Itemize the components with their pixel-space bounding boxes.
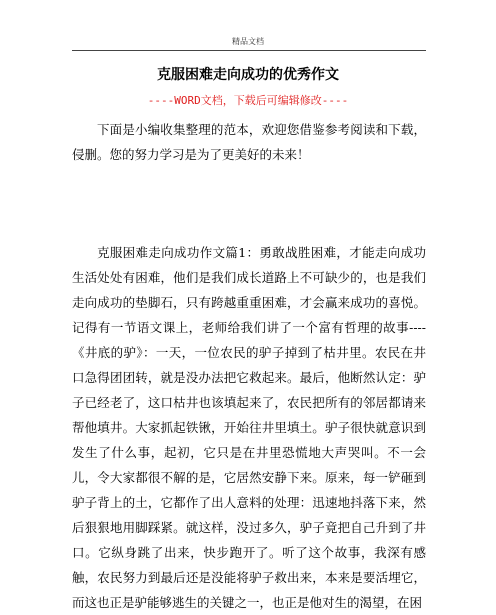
intro-block <box>72 117 426 167</box>
essay-block <box>72 240 452 615</box>
essay-paragraph: 克服困难走向成功作文篇1：勇敢战胜困难，才能走向成功 生活处处有困难，他们是我们成长道路上不可缺少的，也是我们走向成功的垫脚石，只有跨越重重困难，才会赢来成功的喜悦。记得有一节语文课上，老师给我们讲了一个富有哲理的故事----《井底的驴》：一天，一位农民的驴子掉到了枯井里。农民在井口急得团团转，就是没办法把它救起来。最后，他断然认定：驴子已经老了，这口枯井也该填起来了，农民把所有的邻居都请来帮他填井。大家抓起铁锹，开始往井里填土。驴子很快就意识到发生了什么事，起初，它只是在井里恐慌地大声哭叫。不一会儿，令大家都很不解的是，它居然安静下来。原来，每一铲砸到驴子背上的土，它都作了出人意料的处理：迅速地抖落下来，然后狠狠地用脚踩紧。就这样，没过多久，驴子竟把自己升到了井口。它纵身跳了出来，快步跑开了。听了这个故事，我深有感触，农民努力到最后还是没能将驴子救出来，本来是要活埋它，而这也正是驴能够逃生的关键之一，也正是他对生的渴望，在困 <box>72 245 452 610</box>
header-divider <box>72 50 426 51</box>
document-notice: ----WORD文档，下载后可编辑修改---- <box>147 94 349 107</box>
document-title: 克服困难走向成功的优秀作文 <box>157 67 339 83</box>
intro-paragraph: 下面是小编收集整理的范本，欢迎您借鉴参考阅读和下载，侵删。您的努力学习是为了更美好的未来！ <box>72 122 426 162</box>
page-header-label: 精品文档 <box>232 37 264 46</box>
